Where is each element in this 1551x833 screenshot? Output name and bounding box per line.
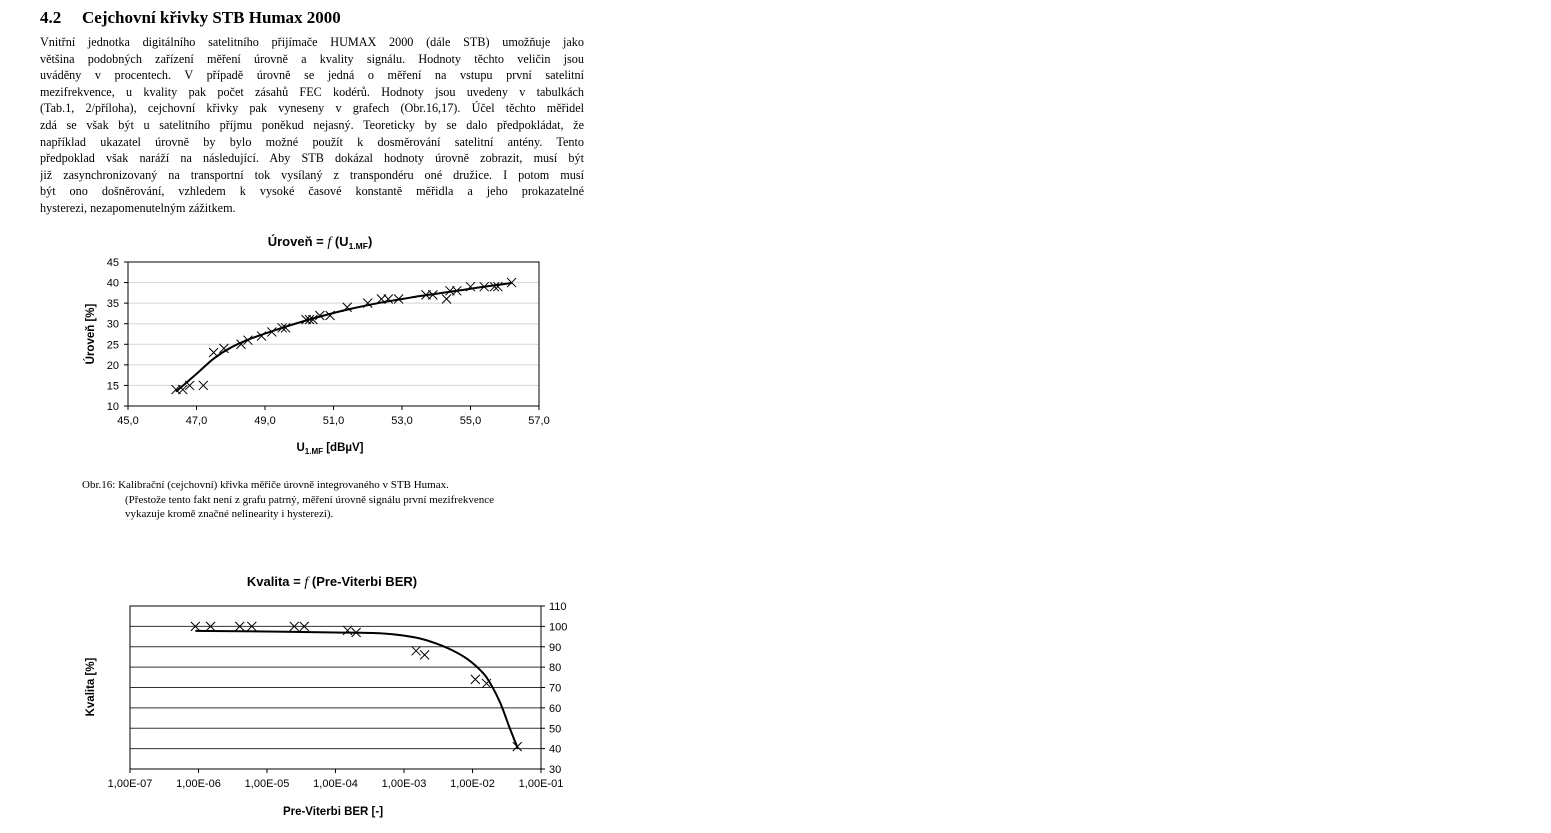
chart-title: Kvalita = f (Pre-Viterbi BER)	[246, 574, 418, 590]
x-tick-label: 53,0	[391, 415, 413, 427]
x-tick-label: 1,00E-04	[313, 778, 358, 790]
caption-label: Obr.16:	[82, 479, 116, 491]
paragraph-line: většina podobných zařízení měření úrovně a kvality signálu. Hodnoty těchto veličin jsou	[40, 51, 584, 66]
x-tick-label: 1,00E-01	[518, 778, 564, 790]
x-tick-label: 57,0	[528, 415, 550, 427]
y-tick-labels	[549, 601, 567, 776]
section-title: Cejchovní křivky STB Humax 2000	[82, 8, 341, 27]
y-axis-label: Kvalita [%]	[85, 657, 97, 717]
paragraph-line: být ono došněrování, vzhledem k vysoké časové konstantě měřidla a jeho prokazatelné	[40, 184, 584, 199]
paragraph-line: uváděny v procentech. V případě úrovně se jedná o měření na vstupu první satelitní	[40, 68, 584, 83]
data-point-marker	[412, 646, 421, 655]
y-tick-label: 40	[549, 743, 562, 756]
x-tick-labels	[108, 778, 564, 790]
y-tick-label: 10	[106, 401, 119, 413]
paragraph-line: mezifrekvence, u kvality pak počet zásahů FEC kodérů. Hodnoty jsou uvedeny v tabulkách	[40, 84, 584, 99]
data-point-marker	[513, 742, 522, 751]
paragraph-line: (Tab.1, 2/příloha), cejchovní křivky pak vyneseny v grafech (Obr.16,17). Účel těchto měřidel	[40, 101, 584, 116]
x-tick-label: 55,0	[459, 415, 482, 427]
y-tick-label: 20	[106, 359, 119, 372]
x-tick-label: 1,00E-07	[107, 778, 153, 790]
fit-curve	[195, 631, 518, 749]
y-tick-label: 30	[549, 764, 562, 776]
y-tick-label: 45	[106, 257, 119, 269]
y-tick-label: 15	[106, 380, 119, 393]
axis-ticks	[124, 262, 539, 410]
data-point-marker	[209, 348, 218, 357]
data-point-marker	[471, 675, 480, 684]
y-tick-label: 60	[549, 702, 562, 715]
gridlines	[130, 626, 541, 748]
x-axis-label: Pre-Viterbi BER [-]	[282, 806, 384, 818]
section-number: 4.2	[40, 8, 62, 27]
x-axis-label: $U_{1.MF}$ [dBµV]	[296, 442, 364, 456]
x-tick-label: 51,0	[322, 415, 345, 427]
fit-curve	[176, 283, 512, 392]
paragraph-line: hysterezi, nezapomenutelným zážitkem.	[40, 200, 236, 215]
y-tick-label: 50	[549, 723, 562, 736]
level-calibration-chart	[0, 228, 600, 462]
axis-ticks	[130, 606, 545, 773]
figure-caption	[82, 478, 494, 522]
caption-line: (Přestože tento fakt není z grafu patrný, měření úrovně signálu první mezifrekvence	[125, 493, 494, 506]
y-tick-label: 70	[549, 682, 562, 695]
paragraph-line: předpoklad však naráží na následující. Aby STB dokázal hodnoty úrovně zobrazit, musí být	[40, 151, 584, 166]
y-tick-label: 80	[549, 662, 562, 675]
x-tick-label: 1,00E-06	[176, 778, 221, 790]
paragraph-line: Vnitřní jednotka digitálního satelitního přijímače HUMAX 2000 (dále STB) umožňuje jako	[40, 35, 584, 49]
paragraph-line: zdá se však být u satelitního příjmu poněkud nejasný. Teoreticky by se dalo předpokládat, že	[40, 117, 584, 132]
body-paragraph	[40, 34, 584, 217]
x-tick-labels	[117, 415, 549, 427]
data-points	[171, 278, 516, 394]
gridlines	[128, 283, 539, 386]
plot-area	[128, 262, 539, 406]
caption-line: Kalibrační (cejchovní) křivka měřiče úrovně integrovaného v STB Humax.	[118, 479, 449, 491]
x-tick-label: 49,0	[254, 415, 276, 427]
x-tick-label: 1,00E-03	[381, 778, 427, 790]
y-tick-label: 30	[106, 318, 119, 331]
x-tick-label: 47,0	[185, 415, 208, 427]
y-tick-label: 40	[106, 277, 119, 290]
y-tick-label: 100	[549, 621, 568, 634]
caption-line: vykazuje kromě značné nelinearity i hysterezi).	[125, 508, 334, 520]
x-tick-label: 1,00E-05	[244, 778, 290, 790]
data-point-marker	[466, 282, 475, 291]
y-axis-label: Úroveň [%]	[85, 303, 97, 365]
quality-calibration-chart	[0, 568, 600, 830]
y-tick-labels	[107, 257, 119, 413]
x-tick-label: 45,0	[117, 415, 139, 427]
y-tick-label: 35	[106, 298, 119, 311]
y-tick-label: 90	[549, 641, 562, 654]
paragraph-line: již zasynchronizovaný na transportní tok vysílaný z transpondéru oné družice. I potom musí	[40, 167, 584, 182]
data-point-marker	[442, 295, 451, 304]
y-tick-label: 25	[106, 339, 119, 352]
data-point-marker	[420, 650, 429, 659]
chart-title: Úroveň = f $(U_{1.MF})$	[267, 234, 373, 251]
fit-curve-layer	[195, 631, 518, 749]
y-tick-label: 110	[549, 601, 567, 613]
section-heading	[40, 8, 341, 28]
x-tick-label: 1,00E-02	[450, 778, 495, 790]
paragraph-line: například ukazatel úrovně by bylo možné použít k dosměrování satelitní antény. Tento	[40, 134, 584, 149]
fit-curve-layer	[176, 283, 512, 392]
data-points	[191, 622, 522, 751]
